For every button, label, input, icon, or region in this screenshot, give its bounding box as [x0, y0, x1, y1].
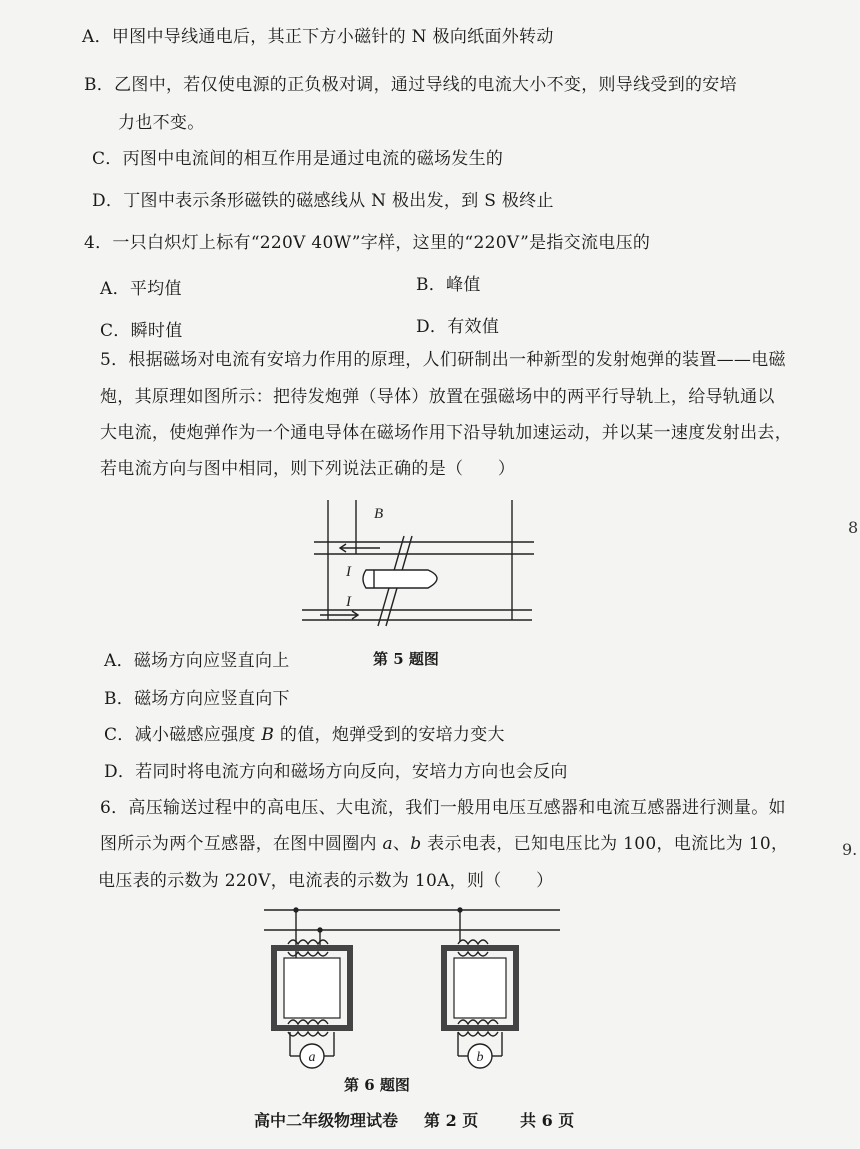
q6-stem-line2-b: b [410, 834, 422, 854]
q6-stem-line2-post: 表示电表，已知电压比为 100，电流比为 10， [421, 834, 789, 854]
q4-option-a: A．平均值 [100, 279, 182, 299]
q3-option-a: A．甲图中导线通电后，其正下方小磁针的 N 极向纸面外转动 [82, 27, 554, 47]
meter-b-label: b [476, 1050, 484, 1065]
fig5-label-b: B [374, 506, 384, 522]
q6-stem-line3: 电压表的示数为 220V，电流表的示数为 10A，则（ ） [98, 871, 554, 891]
footer-title: 高中二年级物理试卷 [254, 1111, 399, 1130]
q4-option-b: B．峰值 [416, 275, 481, 295]
q4-option-c: C．瞬时值 [100, 321, 183, 341]
railgun-figure [300, 492, 540, 642]
q6-stem-line2-a: a [382, 834, 393, 854]
q3-option-c: C．丙图中电流间的相互作用是通过电流的磁场发生的 [92, 149, 504, 169]
footer-total: 共 6 页 [520, 1111, 575, 1130]
transformer-figure [260, 900, 560, 1070]
q6-stem-line2-pre: 图所示为两个互感器，在图中圆圈内 [100, 834, 383, 854]
q5-option-c-post: 的值，炮弹受到的安培力变大 [274, 725, 505, 745]
meter-a-label: a [308, 1050, 316, 1065]
fig5-label-i-bottom: I [346, 594, 351, 610]
q3-option-b-line2: 力也不变。 [118, 113, 205, 133]
q5-stem-line4: 若电流方向与图中相同，则下列说法正确的是（ ） [100, 459, 516, 479]
margin-mark-9: 9. [842, 840, 858, 859]
q5-stem-line2: 炮，其原理如图所示：把待发炮弹（导体）放置在强磁场中的两平行导轨上，给导轨通以 [100, 387, 775, 407]
q3-option-b-line1: B．乙图中，若仅使电源的正负极对调，通过导线的电流大小不变，则导线受到的安培 [84, 75, 737, 95]
q3-option-d: D．丁图中表示条形磁铁的磁感线从 N 极出发，到 S 极终止 [92, 191, 554, 211]
footer-page: 第 2 页 [424, 1111, 479, 1130]
q5-option-b: B．磁场方向应竖直向下 [104, 689, 290, 709]
q5-stem-line3: 大电流，使炮弹作为一个通电导体在磁场作用下沿导轨加速运动，并以某一速度发射出去， [100, 423, 792, 443]
q5-stem-line1: 5．根据磁场对电流有安培力作用的原理，人们研制出一种新型的发射炮弹的装置——电磁 [100, 350, 786, 370]
q4-stem: 4．一只白炽灯上标有“220V 40W”字样，这里的“220V”是指交流电压的 [84, 233, 651, 253]
q4-option-d: D．有效值 [416, 317, 500, 337]
q6-stem-line2 [100, 829, 788, 854]
q5-figure-caption: 第 5 题图 [373, 650, 439, 668]
q6-figure-caption: 第 6 题图 [344, 1076, 410, 1094]
q5-option-a: A．磁场方向应竖直向上 [104, 651, 290, 671]
q6-stem-line2-mid: 、 [392, 834, 411, 854]
q5-option-c-var: B [261, 725, 275, 745]
margin-mark-8: 8 [848, 518, 859, 537]
q6-stem-line1: 6．高压输送过程中的高电压、大电流，我们一般用电压互感器和电流互感器进行测量。如 [100, 798, 786, 818]
q5-option-d: D．若同时将电流方向和磁场方向反向，安培力方向也会反向 [104, 762, 568, 782]
q5-option-c [104, 720, 505, 745]
fig5-label-i-top: I [346, 564, 351, 580]
q5-option-c-pre: C．减小磁感应强度 [104, 725, 262, 745]
